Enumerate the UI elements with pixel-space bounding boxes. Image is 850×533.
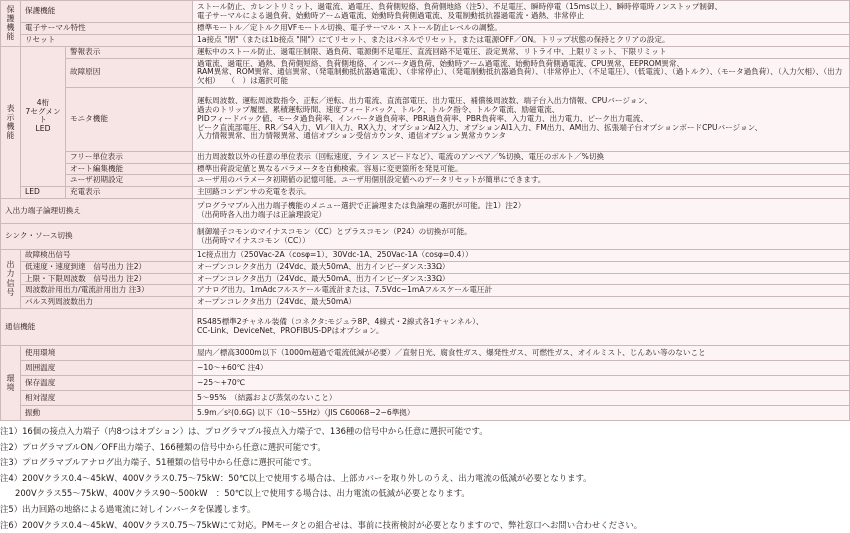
- category-protection: 保護機能: [1, 1, 21, 47]
- footnote: 注3）プログラマブルアナログ出力端子、51種類の信号中から任意に選択可能です。: [0, 457, 317, 468]
- table-row: [1, 151, 850, 163]
- row-label: 故障原因: [66, 58, 193, 87]
- row-value: アナログ出力。1mAdcフルスケール電流計または、7.5Vdc−1mAフルスケール電圧計: [193, 285, 850, 297]
- row-value: 過電流、過電圧、過熱、負荷側短絡、負荷側地絡、インバータ過負荷、始動時アーム過電流、始動時負荷側過電流、CPU異常、EEPROM異常、 RAM異常、ROM異常、通信異常、（発電制動抵抗器過電流）、（非常停止）、（発電制動抵抗器過負荷）、（非常停止）、（不足電圧）、（低電流）、（過トルク）、（モータ過負荷）、（入力欠相）、（出力欠相） （ ）は選択可能: [193, 58, 850, 87]
- row-value: 運転中のストール防止、過電圧制限、過負荷、電源側不足電圧、直流回路不足電圧、設定異常、リトライ中、上限リミット、下限リミット: [193, 46, 850, 58]
- row-label: 低速度・速度到達 信号出力 注2）: [21, 261, 193, 273]
- footnote: 注2）プログラマブルON／OFF出力端子、166種類の信号中から任意に選択可能です。: [0, 441, 326, 452]
- row-label: 保存温度: [21, 376, 193, 391]
- row-value: オープンコレクタ出力（24Vdc、最大50mA、出力インピーダンス:33Ω）: [193, 261, 850, 273]
- row-value: 出力周波数以外の任意の単位表示（回転速度、ライン スピードなど）、電流のアンペア／%切換、電圧のボルト／%切換: [193, 151, 850, 163]
- category-output: 出力信号: [1, 250, 21, 309]
- row-label: 上限・下限周波数 信号出力 注2）: [21, 273, 193, 285]
- table-row: [1, 405, 850, 420]
- row-label: 入出力端子論理切換え: [1, 198, 193, 224]
- row-value: 標準出荷設定値と異なるパラメータを自動検索。容易に変更箇所を発見可能。: [193, 163, 850, 175]
- row-label: 振動: [21, 405, 193, 420]
- table-row: [1, 308, 850, 345]
- row-label: 保護機能: [21, 1, 193, 23]
- table-row: [1, 250, 850, 262]
- footnote: 注6）200Vクラス0.4〜45kW、400Vクラス0.75〜75kWにて対応。PMモータとの組合せは、事前に技術検討が必要となりますので、弊社窓口へお問い合わせください。: [0, 519, 643, 530]
- table-row: [1, 163, 850, 175]
- row-value: 1a接点 "閉"（または1b接点 "開"）にてリセット、またはパネルでリセット。または電源OFF／ON。トリップ状態の保持とクリアの設定。: [193, 35, 850, 47]
- row-label: 故障検出信号: [21, 250, 193, 262]
- footnote: 200Vクラス55〜75kW、400Vクラス90〜500kW ：50℃以上で使用する場合は、出力電流の低減が必要となります。: [15, 488, 470, 499]
- led-label: LED: [21, 187, 66, 199]
- table-row: [1, 273, 850, 285]
- row-label: 通信機能: [1, 308, 193, 345]
- table-row: [1, 285, 850, 297]
- category-environment: 環境: [1, 346, 21, 421]
- row-label: オート編集機能: [66, 163, 193, 175]
- row-value: 屋内／標高3000m以下（1000m超過で電流低減が必要）／直射日光、腐食性ガス、爆発性ガス、可燃性ガス、オイルミスト、じんあい等のないこと: [193, 346, 850, 361]
- table-row: [1, 376, 850, 391]
- table-row: [1, 391, 850, 406]
- row-value: 5〜95% （結露および蒸気のないこと）: [193, 391, 850, 406]
- row-label: シンク・ソース切換: [1, 224, 193, 250]
- table-row: [1, 224, 850, 250]
- table-row: [1, 87, 850, 151]
- row-label: パルス列周波数出力: [21, 297, 193, 309]
- footnote: 注4）200Vクラス0.4〜45kW、400Vクラス0.75〜75kW：50℃以上で使用する場合は、上部カバーを取り外しのうえ、出力電流の低減が必要となります。: [0, 472, 592, 483]
- row-value: オープンコレクタ出力（24Vdc、最大50mA）: [193, 297, 850, 309]
- row-value: 標準モートル／定トルク用VFモートル切換、電子サーマル・ストール防止レベルの調整。: [193, 23, 850, 35]
- row-label: 電子サーマル特性: [21, 23, 193, 35]
- row-label: リセット: [21, 35, 193, 47]
- row-value: 運転周波数、運転周波数指令、正転／逆転、出力電流、直流部電圧、出力電圧、補償後周波数、端子台入出力情報、CPUバージョン、 過去のトリップ履歴、累積運転時間、速度フィードバック、トルク、トルク指令、トルク電流、励磁電流、 PIDフィードバック値、モータ過負荷率、インバータ過負荷率、PBR過負荷率、PBR負荷率、入力電力、出力電力、ピーク出力電流、 ピーク直流部電圧、RR／S4入力、VI／II入力、RX入力、オプションAI2入力、オプションAI1入力、FM出力、AM出力、拡張端子台オプションボードCPUバージョン、 入力情報異常、出力情報異常、通信オプション受信カウンタ、通信オプション異常カウンタ: [193, 87, 850, 151]
- row-value: オープンコレクタ出力（24Vdc、最大50mA、出力インピーダンス:33Ω）: [193, 273, 850, 285]
- table-row: [1, 23, 850, 35]
- row-label: 充電表示: [66, 187, 193, 199]
- row-label: フリー単位表示: [66, 151, 193, 163]
- footnote: 注5）出力回路の地絡による過電流に対しインバータを保護します。: [0, 503, 256, 514]
- table-row: [1, 58, 850, 87]
- row-value: ユーザ用のパラメータ初期値の記憶可能。ユーザ用個別設定値へのデータリセットが簡単にできます。: [193, 175, 850, 187]
- table-row: [1, 175, 850, 187]
- row-value: プログラマブル入出力端子機能のメニュー選択で正論理または負論理の選択が可能。注1）注2） （出荷時各入出力端子は正論理設定）: [193, 198, 850, 224]
- table-row: [1, 361, 850, 376]
- row-label: 使用環境: [21, 346, 193, 361]
- table-row: [1, 346, 850, 361]
- row-label: ユーザ初期設定: [66, 175, 193, 187]
- row-label: 相対湿度: [21, 391, 193, 406]
- row-label: 周囲温度: [21, 361, 193, 376]
- row-value: 5.9m／s²(0.6G) 以下（10〜55Hz）（JIS C60068−2−6準拠）: [193, 405, 850, 420]
- row-value: −10〜+60℃ 注4）: [193, 361, 850, 376]
- row-label: 周波数計用出力/電流計用出力 注3）: [21, 285, 193, 297]
- table-row: [1, 261, 850, 273]
- table-row: [1, 297, 850, 309]
- table-row: [1, 1, 850, 23]
- table-row: [1, 187, 850, 199]
- footnote: 注1）16個の接点入力端子（内8つはオプション）は、プログラマブル接点入力端子で、136種の信号中から任意に選択可能です。: [0, 426, 488, 436]
- row-value: 主回路コンデンサの充電を表示。: [193, 187, 850, 199]
- row-value: RS485標準2チャネル装備（コネクタ:モジュラ8P、4線式・2線式各1チャンネル）、 CC-Link、DeviceNet、PROFIBUS-DPはオプション。: [193, 308, 850, 345]
- row-label: モニタ機能: [66, 87, 193, 151]
- table-row: [1, 198, 850, 224]
- row-value: ストール防止、カレントリミット、過電流、過電圧、負荷側短絡、負荷側地絡（注5）、不足電圧、瞬時停電（15ms以上）、瞬時停電時ノンストップ制御、 電子サーマルによる過負荷、始動時アーム過電流、始動時負荷側過電流、及電制動抵抗器過電流・過熱、非常停止: [193, 1, 850, 23]
- row-value: 制御端子コモンのマイナスコモン（CC）とプラスコモン（P24）の切換が可能。 （出荷時マイナスコモン（CC））: [193, 224, 850, 250]
- display-group-label: 4桁 7セグメント LED: [21, 46, 66, 186]
- category-display: 表示機能: [1, 46, 21, 198]
- row-value: −25〜+70℃: [193, 376, 850, 391]
- footnotes: [0, 424, 850, 533]
- row-label: 警報表示: [66, 46, 193, 58]
- table-row: [1, 46, 850, 58]
- row-value: 1c接点出力（250Vac-2A（cosφ=1）、30Vdc-1A、250Vac-1A（cosφ=0.4））: [193, 250, 850, 262]
- table-row: [1, 35, 850, 47]
